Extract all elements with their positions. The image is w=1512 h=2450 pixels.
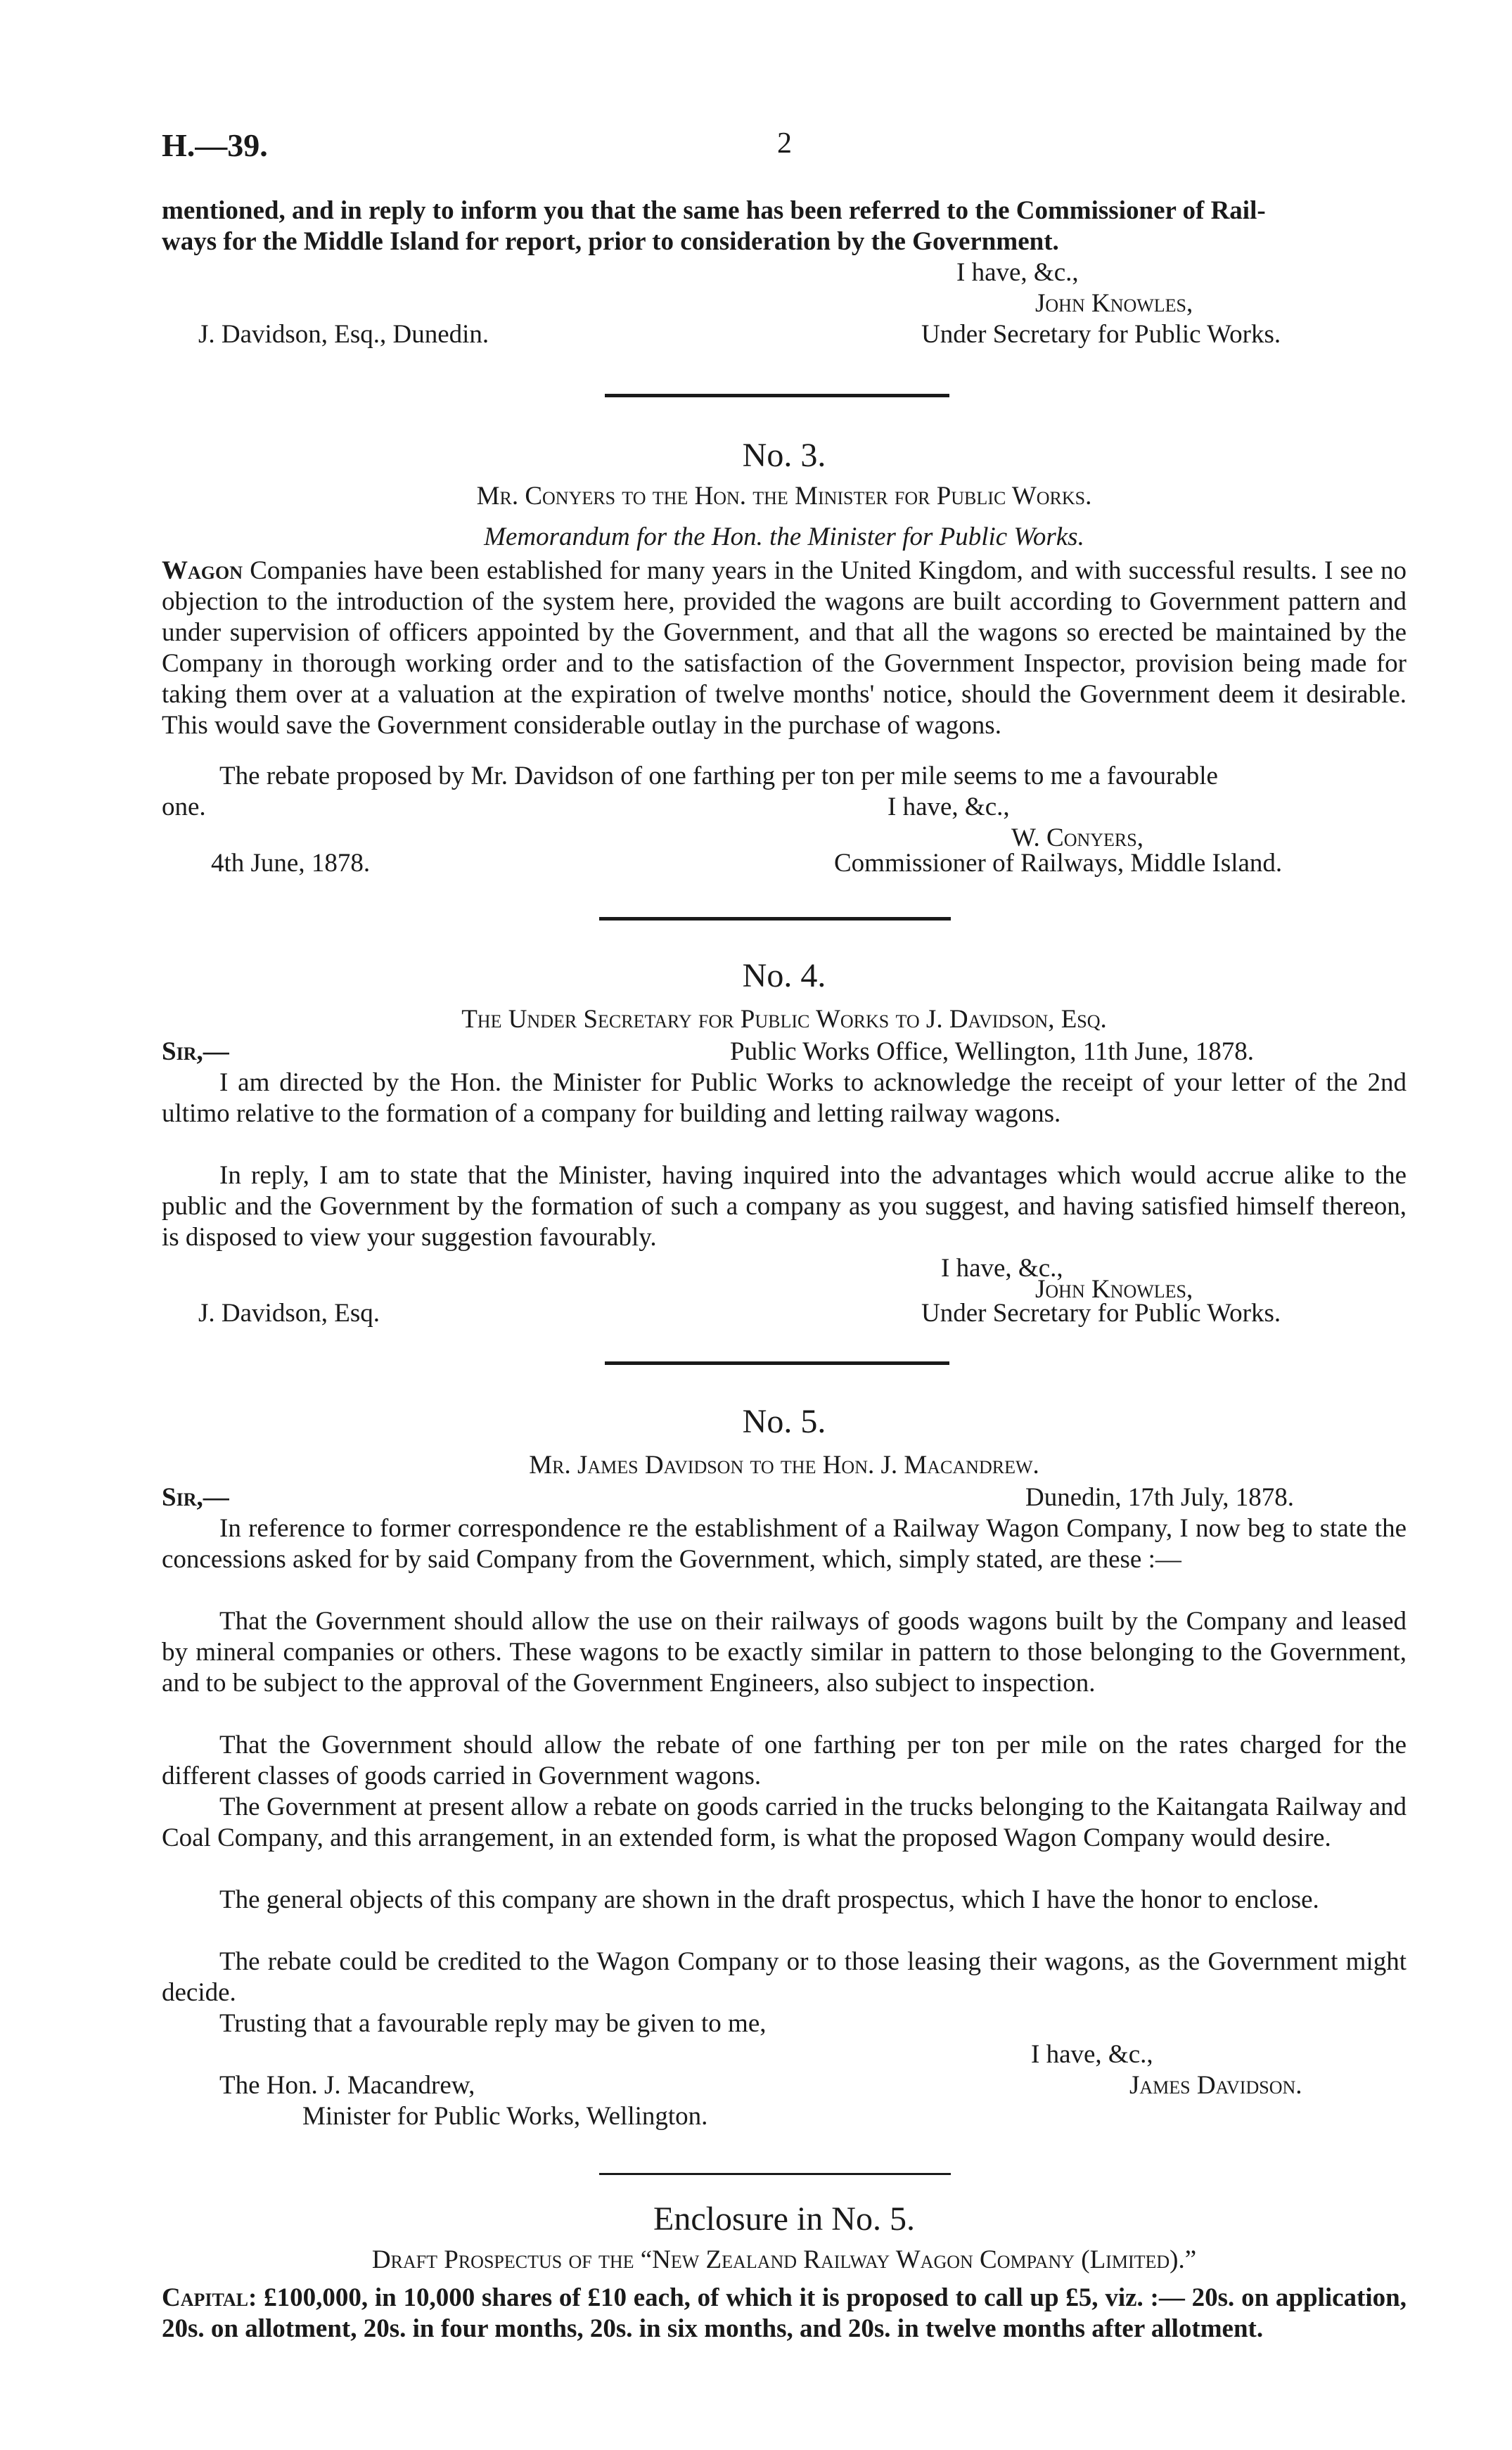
no3-date: 4th June, 1878. <box>211 849 371 878</box>
no3-signer-title: Commissioner of Railways, Middle Island. <box>834 849 1283 878</box>
section-divider <box>599 917 951 921</box>
no5-salutation: Sir,— <box>162 1483 229 1512</box>
no3-paragraph-2-end: one. <box>162 793 206 821</box>
no3-para1-rest: Companies have been established for many years in the United Kingdom, and with successful results. I see no objection to the introduction of the system here, provided the wagons are built according to Government pattern and under supervision of officers appointed by the Government, and that all the wagons so erected be maintained by the Company in thorough working order and to the satisfaction of the Government Inspector, provision being made for taking them over at a valuation at the expiration of twelve months' notice, should the Government deem it desirable. This would save the Government considerable outlay in the purchase of wagons. <box>162 556 1407 740</box>
no3-para1-first: Wagon <box>162 556 243 585</box>
page-number: 2 <box>777 127 792 160</box>
no5-paragraph-3: That the Government should allow the rebate of one farthing per ton per mile on the rates charged for the different classes of goods carried in Government wagons. <box>162 1731 1407 1790</box>
no3-paragraph-2: The rebate proposed by Mr. Davidson of one farthing per ton per mile seems to me a favourable <box>219 762 1218 790</box>
section-divider <box>605 1361 949 1365</box>
no3-memo-title: Memorandum for the Hon. the Minister for Public Works. <box>484 522 1084 551</box>
enclosure-subheading: Draft Prospectus of the “New Zealand Railway Wagon Company (Limited).” <box>371 2245 1197 2274</box>
no4-signer-title: Under Secretary for Public Works. <box>921 1299 1281 1328</box>
no4-paragraph-1: I am directed by the Hon. the Minister for Public Works to acknowledge the receipt of your letter of the 2nd ultimo relative to the formation of a company for building and letting railway wagons. <box>162 1068 1407 1128</box>
no5-place-date: Dunedin, 17th July, 1878. <box>1025 1483 1294 1512</box>
capital-label: Capital <box>162 2283 249 2312</box>
no4-subheading: The Under Secretary for Public Works to J. Davidson, Esq. <box>461 1005 1107 1034</box>
enclosure-capital <box>162 2283 1407 2345</box>
no4-place-date: Public Works Office, Wellington, 11th June, 1878. <box>730 1037 1254 1066</box>
no5-subheading: Mr. James Davidson to the Hon. J. Macandrew. <box>529 1451 1039 1480</box>
no5-paragraph-4: The Government at present allow a rebate on goods carried in the trucks belonging to the Kaitangata Railway and Coal Company, and this arrangement, in an extended form, is what the proposed Wagon Company would desire. <box>162 1792 1407 1852</box>
no4-salutation: Sir,— <box>162 1037 229 1066</box>
no5-paragraph-1: In reference to former correspondence re the establishment of a Railway Wagon Company, I now beg to state the concessions asked for by said Company from the Government, which, simply stated, are these :— <box>162 1514 1407 1574</box>
no5-closing: I have, &c., <box>1031 2040 1153 2069</box>
no4-paragraph-2: In reply, I am to state that the Minister, having inquired into the advantages which would accrue alike to the public and the Government by the formation of such a company as you suggest, and having satisfied himself thereon, is disposed to view your suggestion favourably. <box>162 1161 1407 1252</box>
no3-subheading: Mr. Conyers to the Hon. the Minister for Public Works. <box>476 482 1092 511</box>
no4-addressee: J. Davidson, Esq. <box>198 1299 380 1328</box>
no5-addressee-2: Minister for Public Works, Wellington. <box>302 2102 708 2131</box>
no5-heading: No. 5. <box>742 1403 826 1440</box>
section-divider <box>599 2173 951 2175</box>
intro-line-2: ways for the Middle Island for report, prior to consideration by the Government. <box>162 227 1059 256</box>
intro-signer: John Knowles, <box>1035 289 1193 318</box>
no4-closing: I have, &c., <box>941 1254 1063 1283</box>
no3-paragraph-1 <box>162 556 1407 741</box>
no4-heading: No. 4. <box>742 957 826 994</box>
no3-signer: W. Conyers, <box>1011 823 1143 852</box>
no4-signer: John Knowles, <box>1035 1275 1193 1304</box>
no5-paragraph-2: That the Government should allow the use on their railways of goods wagons built by the Company and leased by mineral companies or others. These wagons to be exactly similar in pattern to those belonging to the Government, and to be subject to the approval of the Government Engineers, also subject to inspection. <box>162 1607 1407 1698</box>
no5-paragraph-5: The general objects of this company are shown in the draft prospectus, which I have the honor to enclose. <box>219 1885 1319 1914</box>
no5-signer: James Davidson. <box>1129 2071 1302 2100</box>
intro-closing: I have, &c., <box>956 258 1079 287</box>
document-code: H.—39. <box>162 127 268 163</box>
section-divider <box>605 394 949 397</box>
no3-closing: I have, &c., <box>888 793 1010 821</box>
no5-paragraph-7: Trusting that a favourable reply may be given to me, <box>219 2009 767 2038</box>
no5-paragraph-6: The rebate could be credited to the Wagon Company or to those leasing their wagons, as the Government might decide. <box>162 1947 1407 2007</box>
enclosure-heading: Enclosure in No. 5. <box>653 2200 915 2238</box>
no3-heading: No. 3. <box>742 437 826 474</box>
intro-signer-title: Under Secretary for Public Works. <box>921 320 1281 349</box>
intro-addressee: J. Davidson, Esq., Dunedin. <box>198 320 489 349</box>
intro-line-1: mentioned, and in reply to inform you that the same has been referred to the Commissioner of Rail- <box>162 196 1266 225</box>
no5-addressee-1: The Hon. J. Macandrew, <box>219 2071 475 2100</box>
capital-text: : £100,000, in 10,000 shares of £10 each, of which it is proposed to call up £5, viz. :— 20s. on application, 20s. on allotment, 20s. in four months, 20s. in six months, and 20s. in twelve months after allotment. <box>162 2283 1407 2343</box>
